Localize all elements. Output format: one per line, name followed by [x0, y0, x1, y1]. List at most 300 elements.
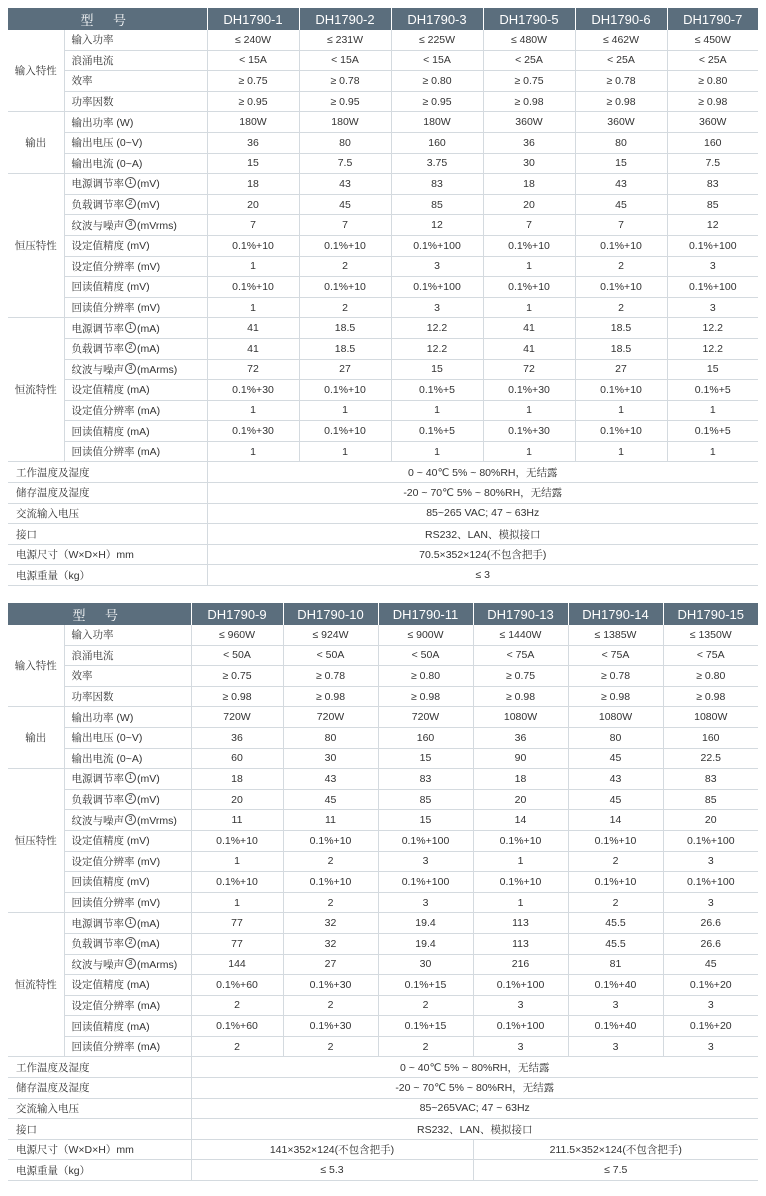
value-cell: 27 — [575, 359, 667, 380]
value-cell: 20 — [483, 194, 575, 215]
value-cell: 18 — [483, 174, 575, 195]
common-row — [8, 1119, 758, 1140]
table-row — [8, 645, 758, 666]
value-cell: 2 — [575, 297, 667, 318]
value-cell: 2 — [283, 1036, 378, 1057]
common-row — [8, 544, 758, 565]
value-cell: < 25A — [667, 50, 758, 71]
value-cell: 360W — [575, 112, 667, 133]
value-cell: 20 — [473, 789, 568, 810]
value-cell: ≥ 0.98 — [575, 91, 667, 112]
value-cell: 80 — [568, 727, 663, 748]
common-row — [8, 503, 758, 524]
footnote-marker: 1 — [125, 322, 136, 333]
value-cell: 41 — [483, 338, 575, 359]
value-cell: 0.1%+5 — [667, 421, 758, 442]
table-row — [8, 810, 758, 831]
parameter-label: 输入功率 — [71, 629, 114, 642]
group-label: 恒压特性 — [8, 174, 64, 318]
value-cell: 7.5 — [299, 153, 391, 174]
footnote-marker: 2 — [125, 198, 136, 209]
value-cell: 0.1%+60 — [191, 975, 283, 996]
parameter-label: 回读值精度 (mA) — [71, 1020, 150, 1033]
value-cell: 2 — [283, 851, 378, 872]
common-row — [8, 1160, 758, 1181]
parameter-name — [64, 686, 191, 707]
value-cell: < 75A — [663, 645, 758, 666]
value-cell: 77 — [191, 933, 283, 954]
value-cell: 77 — [191, 913, 283, 934]
parameter-name — [64, 1036, 191, 1057]
value-cell: 113 — [473, 913, 568, 934]
parameter-label: 效率 — [71, 75, 93, 88]
table-row — [8, 215, 758, 236]
value-cell: 3 — [667, 256, 758, 277]
value-cell: 1080W — [473, 707, 568, 728]
value-cell: 41 — [207, 318, 299, 339]
value-cell: 180W — [207, 112, 299, 133]
value-cell: 36 — [483, 132, 575, 153]
value-cell: 0.1%+10 — [299, 421, 391, 442]
common-value-cell: -20 ~ 70℃ 5% ~ 80%RH，无结露 — [207, 483, 758, 504]
table-row — [8, 194, 758, 215]
parameter-name — [64, 277, 207, 298]
value-cell: 20 — [663, 810, 758, 831]
value-cell: 0.1%+30 — [483, 421, 575, 442]
value-cell: 1 — [575, 400, 667, 421]
table-row — [8, 132, 758, 153]
group-label: 输出 — [8, 112, 64, 174]
value-cell: 26.6 — [663, 933, 758, 954]
common-row — [8, 1139, 758, 1160]
parameter-name — [64, 892, 191, 913]
value-cell: ≤ 240W — [207, 30, 299, 50]
value-cell: 7.5 — [667, 153, 758, 174]
parameter-name — [64, 727, 191, 748]
table-row — [8, 1036, 758, 1057]
value-cell: 0.1%+10 — [191, 872, 283, 893]
value-cell: 18.5 — [299, 338, 391, 359]
common-row — [8, 524, 758, 545]
value-cell: 12.2 — [667, 318, 758, 339]
table-row — [8, 666, 758, 687]
parameter-label: 纹波与噪声 — [71, 814, 124, 827]
table-row — [8, 1016, 758, 1037]
value-cell: ≥ 0.75 — [191, 666, 283, 687]
parameter-unit: (mA) — [137, 938, 160, 951]
table-row — [8, 338, 758, 359]
value-cell: 0.1%+30 — [207, 421, 299, 442]
value-cell: 72 — [207, 359, 299, 380]
value-cell: 36 — [207, 132, 299, 153]
value-cell: 3 — [568, 995, 663, 1016]
table-row — [8, 727, 758, 748]
common-value-cell: ≤ 7.5 — [473, 1160, 758, 1181]
value-cell: 2 — [283, 995, 378, 1016]
parameter-label: 纹波与噪声 — [71, 958, 124, 971]
value-cell: 0.1%+30 — [483, 380, 575, 401]
model-header: DH1790-2 — [299, 8, 391, 30]
value-cell: 83 — [667, 174, 758, 195]
group-label: 恒流特性 — [8, 913, 64, 1057]
value-cell: 43 — [575, 174, 667, 195]
value-cell: ≥ 0.80 — [667, 71, 758, 92]
value-cell: ≤ 960W — [191, 625, 283, 645]
common-row — [8, 565, 758, 586]
parameter-label: 回读值分辨率 (mV) — [71, 302, 161, 315]
value-cell: < 75A — [568, 645, 663, 666]
table-row — [8, 153, 758, 174]
value-cell: 32 — [283, 913, 378, 934]
common-row — [8, 1078, 758, 1099]
value-cell: 0.1%+10 — [299, 235, 391, 256]
table-row — [8, 769, 758, 790]
value-cell: 3 — [391, 297, 483, 318]
value-cell: 0.1%+5 — [391, 380, 483, 401]
value-cell: 1 — [483, 256, 575, 277]
footnote-marker: 3 — [125, 363, 136, 374]
value-cell: 20 — [207, 194, 299, 215]
parameter-name — [64, 30, 207, 50]
value-cell: 160 — [378, 727, 473, 748]
parameter-label: 效率 — [71, 670, 93, 683]
common-value-cell: 85~265 VAC; 47 ~ 63Hz — [207, 503, 758, 524]
value-cell: 43 — [283, 769, 378, 790]
header-row — [8, 8, 758, 30]
value-cell: 45 — [568, 748, 663, 769]
common-value-cell: 0 ~ 40℃ 5% ~ 80%RH，无结露 — [191, 1057, 758, 1078]
value-cell: 0.1%+10 — [283, 830, 378, 851]
value-cell: ≤ 900W — [378, 625, 473, 645]
spec-table-1 — [8, 8, 758, 586]
table-row — [8, 297, 758, 318]
table-row — [8, 30, 758, 50]
value-cell: 85 — [378, 789, 473, 810]
value-cell: 26.6 — [663, 913, 758, 934]
footnote-marker: 1 — [125, 772, 136, 783]
value-cell: 1 — [473, 851, 568, 872]
value-cell: 1 — [207, 400, 299, 421]
model-header: DH1790-1 — [207, 8, 299, 30]
parameter-label: 功率因数 — [71, 691, 114, 704]
parameter-unit: (mA) — [137, 917, 160, 930]
value-cell: 1 — [299, 400, 391, 421]
model-header: DH1790-7 — [667, 8, 758, 30]
table-row — [8, 954, 758, 975]
parameter-unit: (mArms) — [137, 958, 178, 971]
parameter-label: 回读值分辨率 (mV) — [71, 897, 161, 910]
model-header: DH1790-10 — [283, 603, 378, 625]
model-header: DH1790-3 — [391, 8, 483, 30]
group-label: 输入特性 — [8, 625, 64, 707]
parameter-name — [64, 380, 207, 401]
value-cell: 12.2 — [667, 338, 758, 359]
value-cell: 32 — [283, 933, 378, 954]
value-cell: 7 — [207, 215, 299, 236]
common-parameter-name: 储存温度及湿度 — [8, 1078, 191, 1099]
value-cell: 43 — [568, 769, 663, 790]
value-cell: 1 — [207, 441, 299, 462]
value-cell: 12.2 — [391, 338, 483, 359]
value-cell: 0.1%+10 — [575, 235, 667, 256]
parameter-name — [64, 933, 191, 954]
value-cell: 0.1%+10 — [473, 830, 568, 851]
common-row — [8, 483, 758, 504]
parameter-name — [64, 666, 191, 687]
parameter-name — [64, 153, 207, 174]
value-cell: 1 — [473, 892, 568, 913]
parameter-label: 回读值分辨率 (mA) — [71, 1041, 161, 1054]
value-cell: 0.1%+100 — [663, 830, 758, 851]
model-header: DH1790-11 — [378, 603, 473, 625]
value-cell: 81 — [568, 954, 663, 975]
value-cell: ≥ 0.78 — [283, 666, 378, 687]
value-cell: ≥ 0.95 — [299, 91, 391, 112]
value-cell: 0.1%+100 — [667, 235, 758, 256]
value-cell: < 15A — [391, 50, 483, 71]
value-cell: 2 — [568, 851, 663, 872]
value-cell: 36 — [191, 727, 283, 748]
value-cell: < 15A — [299, 50, 391, 71]
value-cell: 3 — [663, 892, 758, 913]
value-cell: 45.5 — [568, 933, 663, 954]
common-value-cell: -20 ~ 70℃ 5% ~ 80%RH，无结露 — [191, 1078, 758, 1099]
common-parameter-name: 交流输入电压 — [8, 503, 207, 524]
value-cell: 1 — [483, 400, 575, 421]
footnote-marker: 2 — [125, 937, 136, 948]
parameter-unit: (mArms) — [137, 363, 178, 376]
parameter-label: 回读值精度 (mA) — [71, 425, 150, 438]
table-row — [8, 235, 758, 256]
value-cell: 12 — [667, 215, 758, 236]
value-cell: 0.1%+10 — [207, 235, 299, 256]
value-cell: 3.75 — [391, 153, 483, 174]
parameter-label: 输出电流 (0~A) — [71, 157, 143, 170]
table-row — [8, 112, 758, 133]
parameter-label: 功率因数 — [71, 96, 114, 109]
parameter-label: 输出电流 (0~A) — [71, 752, 143, 765]
parameter-label: 回读值精度 (mV) — [71, 876, 150, 889]
value-cell: 0.1%+100 — [378, 830, 473, 851]
value-cell: ≥ 0.98 — [568, 686, 663, 707]
value-cell: 2 — [568, 892, 663, 913]
parameter-label: 负载调节率 — [71, 199, 124, 212]
value-cell: 0.1%+20 — [663, 1016, 758, 1037]
parameter-unit: (mV) — [137, 199, 160, 212]
value-cell: ≥ 0.78 — [575, 71, 667, 92]
value-cell: ≥ 0.75 — [483, 71, 575, 92]
parameter-name — [64, 400, 207, 421]
value-cell: 0.1%+10 — [207, 277, 299, 298]
value-cell: 85 — [663, 789, 758, 810]
value-cell: 20 — [191, 789, 283, 810]
value-cell: 1 — [667, 400, 758, 421]
value-cell: 0.1%+100 — [378, 872, 473, 893]
common-value-cell: 141×352×124(不包含把手) — [191, 1139, 473, 1160]
footnote-marker: 2 — [125, 793, 136, 804]
value-cell: 1 — [299, 441, 391, 462]
value-cell: 0.1%+100 — [667, 277, 758, 298]
parameter-unit: (mA) — [137, 322, 160, 335]
model-header: DH1790-13 — [473, 603, 568, 625]
model-header: DH1790-15 — [663, 603, 758, 625]
footnote-marker: 3 — [125, 814, 136, 825]
parameter-label: 浪涌电流 — [71, 649, 114, 662]
parameter-label: 电源调节率 — [71, 178, 124, 191]
value-cell: 3 — [663, 1036, 758, 1057]
parameter-label: 电源调节率 — [71, 322, 124, 335]
common-value-cell: ≤ 5.3 — [191, 1160, 473, 1181]
table-row — [8, 872, 758, 893]
parameter-name — [64, 707, 191, 728]
value-cell: 0.1%+10 — [483, 277, 575, 298]
value-cell: 80 — [299, 132, 391, 153]
value-cell: ≥ 0.98 — [473, 686, 568, 707]
parameter-name — [64, 71, 207, 92]
parameter-unit: (mV) — [137, 794, 160, 807]
common-value-cell: 211.5×352×124(不包含把手) — [473, 1139, 758, 1160]
value-cell: 30 — [378, 954, 473, 975]
table-row — [8, 851, 758, 872]
value-cell: 0.1%+30 — [207, 380, 299, 401]
parameter-label: 负载调节率 — [71, 794, 124, 807]
value-cell: 0.1%+40 — [568, 975, 663, 996]
value-cell: 160 — [391, 132, 483, 153]
common-parameter-name: 电源重量（kg） — [8, 1160, 191, 1181]
value-cell: 22.5 — [663, 748, 758, 769]
value-cell: 18 — [473, 769, 568, 790]
parameter-name — [64, 995, 191, 1016]
value-cell: 85 — [667, 194, 758, 215]
table-row — [8, 707, 758, 728]
value-cell: 43 — [299, 174, 391, 195]
value-cell: 0.1%+10 — [568, 830, 663, 851]
value-cell: 45.5 — [568, 913, 663, 934]
table-row — [8, 256, 758, 277]
parameter-unit: (mVrms) — [137, 219, 177, 232]
value-cell: < 50A — [283, 645, 378, 666]
parameter-label: 输入功率 — [71, 34, 114, 47]
table-row — [8, 380, 758, 401]
parameter-name — [64, 441, 207, 462]
value-cell: 15 — [207, 153, 299, 174]
value-cell: 160 — [663, 727, 758, 748]
value-cell: 2 — [378, 1036, 473, 1057]
parameter-name — [64, 112, 207, 133]
value-cell: 0.1%+100 — [391, 277, 483, 298]
table-row — [8, 277, 758, 298]
common-value-cell: 85~265VAC; 47 ~ 63Hz — [191, 1098, 758, 1119]
value-cell: 0.1%+15 — [378, 975, 473, 996]
value-cell: < 50A — [191, 645, 283, 666]
group-label: 输出 — [8, 707, 64, 769]
value-cell: 0.1%+10 — [191, 830, 283, 851]
value-cell: 18.5 — [575, 338, 667, 359]
value-cell: 12.2 — [391, 318, 483, 339]
table-row — [8, 421, 758, 442]
parameter-label: 电源调节率 — [71, 917, 124, 930]
value-cell: 18.5 — [299, 318, 391, 339]
value-cell: 0.1%+10 — [575, 380, 667, 401]
value-cell: 3 — [473, 1036, 568, 1057]
value-cell: 15 — [391, 359, 483, 380]
table-row — [8, 91, 758, 112]
table-row — [8, 441, 758, 462]
value-cell: ≥ 0.80 — [663, 666, 758, 687]
parameter-label: 设定值分辨率 (mV) — [71, 855, 161, 868]
value-cell: 80 — [575, 132, 667, 153]
table-row — [8, 174, 758, 195]
value-cell: 19.4 — [378, 933, 473, 954]
table-row — [8, 748, 758, 769]
value-cell: 0.1%+100 — [473, 1016, 568, 1037]
value-cell: 0.1%+10 — [483, 235, 575, 256]
parameter-name — [64, 235, 207, 256]
value-cell: ≥ 0.80 — [378, 666, 473, 687]
parameter-name — [64, 830, 191, 851]
value-cell: 1 — [483, 441, 575, 462]
value-cell: 3 — [378, 892, 473, 913]
parameter-name — [64, 297, 207, 318]
parameter-name — [64, 132, 207, 153]
parameter-name — [64, 789, 191, 810]
group-label: 输入特性 — [8, 30, 64, 112]
model-header: DH1790-9 — [191, 603, 283, 625]
parameter-label: 纹波与噪声 — [71, 363, 124, 376]
value-cell: ≤ 231W — [299, 30, 391, 50]
value-cell: 180W — [391, 112, 483, 133]
value-cell: 113 — [473, 933, 568, 954]
parameter-label: 设定值精度 (mA) — [71, 979, 150, 992]
value-cell: 0.1%+5 — [667, 380, 758, 401]
value-cell: 3 — [568, 1036, 663, 1057]
table-row — [8, 359, 758, 380]
model-header: DH1790-14 — [568, 603, 663, 625]
parameter-label: 负载调节率 — [71, 343, 124, 356]
parameter-name — [64, 194, 207, 215]
value-cell: 0.1%+30 — [283, 975, 378, 996]
table-row — [8, 400, 758, 421]
value-cell: 144 — [191, 954, 283, 975]
value-cell: 12 — [391, 215, 483, 236]
value-cell: 60 — [191, 748, 283, 769]
common-parameter-name: 工作温度及湿度 — [8, 462, 207, 483]
value-cell: 0.1%+5 — [391, 421, 483, 442]
common-parameter-name: 电源重量（kg） — [8, 565, 207, 586]
value-cell: 15 — [667, 359, 758, 380]
table-row — [8, 975, 758, 996]
value-cell: 0.1%+10 — [299, 277, 391, 298]
value-cell: 7 — [299, 215, 391, 236]
value-cell: 90 — [473, 748, 568, 769]
parameter-name — [64, 625, 191, 645]
value-cell: 30 — [483, 153, 575, 174]
parameter-label: 设定值分辨率 (mV) — [71, 260, 161, 273]
value-cell: 83 — [391, 174, 483, 195]
parameter-name — [64, 810, 191, 831]
value-cell: 2 — [283, 892, 378, 913]
value-cell: 11 — [191, 810, 283, 831]
parameter-label: 浪涌电流 — [71, 54, 114, 67]
value-cell: ≥ 0.78 — [568, 666, 663, 687]
value-cell: 45 — [663, 954, 758, 975]
value-cell: 0.1%+10 — [575, 421, 667, 442]
value-cell: 360W — [667, 112, 758, 133]
parameter-label: 负载调节率 — [71, 938, 124, 951]
value-cell: ≤ 225W — [391, 30, 483, 50]
value-cell: 1 — [391, 441, 483, 462]
value-cell: ≥ 0.98 — [483, 91, 575, 112]
